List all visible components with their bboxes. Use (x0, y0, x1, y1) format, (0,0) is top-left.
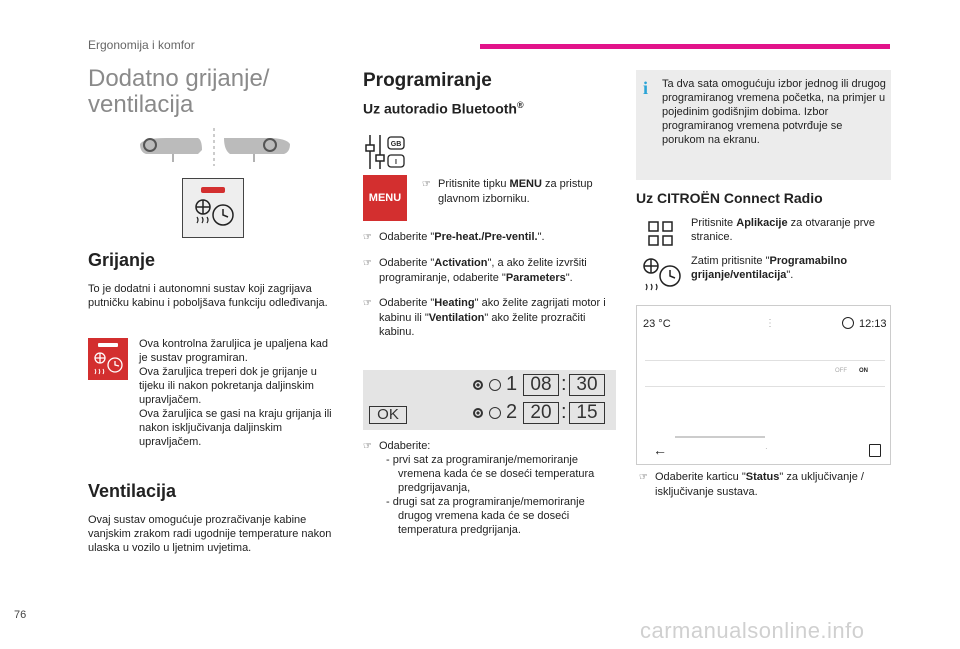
minute-field[interactable]: 30 (569, 374, 605, 396)
separator: · (765, 444, 768, 453)
sub-second-clock: - drugi sat za programiranje/memoriranje drugog vremena kada će se doseći temperatura predgrijanja. (386, 496, 585, 536)
ventilation-description: Ovaj sustav omogućuje prozračivanje kabine vanjskim zrakom radi ugodnije temperature nakon ulaska u vozilo u ljetnim uvjetima. (88, 514, 332, 554)
save-icon[interactable] (869, 444, 881, 457)
time-colon: : (561, 373, 567, 395)
lamp-description: Ova kontrolna žaruljica je upaljena kad je sustav programiran. Ova žaruljica treperi dok je grijanje u tijeku ili nakon pokretanja daljinskim upravljačem. Ova žaruljica se gasi na kraju grijanja ili nakon isključivanja daljinskim upravljačem. (139, 338, 332, 448)
radio-icon[interactable] (473, 408, 483, 418)
accent-bar (480, 44, 890, 49)
slot-number: 1 (506, 373, 518, 395)
minute-field[interactable]: 15 (569, 402, 605, 424)
clock-icon (489, 379, 501, 391)
hour-field[interactable]: 08 (523, 374, 559, 396)
apps-grid-icon (647, 220, 675, 248)
menu-button[interactable]: MENU (363, 175, 407, 221)
step-heating: ☞ Odaberite "Heating" ako želite zagrijati motor i kabinu ili "Ventilation" ako želite prozračiti kabinu. (363, 296, 616, 339)
heading-ventilation: Ventilacija (88, 481, 177, 501)
fan-clock-icon (193, 197, 235, 233)
step-programmable: Zatim pritisnite "Programabilno grijanje/ventilacija". (691, 255, 848, 281)
i-label: I (395, 159, 397, 166)
page-number: 76 (14, 609, 27, 621)
screen-temperature: 23 °C (643, 318, 671, 330)
heater-button-icon (182, 178, 244, 238)
watermark: carmanualsonline.info (640, 618, 865, 643)
divider (645, 360, 885, 361)
ok-button[interactable]: OK (369, 406, 407, 424)
toggle-off[interactable]: OFF (835, 368, 847, 374)
divider (645, 386, 885, 387)
subheading-autoradio: Uz autoradio Bluetooth® (363, 100, 524, 117)
toggle-on[interactable]: ON (859, 368, 868, 374)
step-status: ☞ Odaberite karticu "Status" za uključivanje / isključivanje sustava. (639, 470, 889, 499)
radio-icon[interactable] (473, 380, 483, 390)
tab-underline (675, 436, 765, 438)
fan-clock-icon (642, 256, 682, 292)
step-preheat: ☞ Odaberite "Pre-heat./Pre-ventil.". (363, 230, 616, 245)
screen-time: 12:13 (859, 318, 887, 330)
heating-description: To je dodatni i autonomni sustav koji zagrijava putničku kabinu i poboljšava funkciju odleđivanja. (88, 283, 328, 309)
page-title: Dodatno grijanje/ ventilacija (88, 65, 270, 118)
car-seats-illustration (136, 128, 296, 168)
settings-gear-icon[interactable] (842, 317, 854, 329)
section-label: Ergonomija i komfor (88, 38, 195, 52)
timer-panel (363, 370, 616, 430)
heading-connect-radio: Uz CITROËN Connect Radio (636, 190, 823, 206)
step-select: ☞ Odaberite: (363, 439, 616, 454)
separator: ⋮ (765, 318, 775, 329)
settings-sliders-icon (364, 133, 408, 171)
hour-field[interactable]: 20 (523, 402, 559, 424)
slot-number: 2 (506, 401, 518, 423)
info-box (636, 70, 891, 180)
clock-icon (489, 407, 501, 419)
step-menu: ☞ Pritisnite tipku MENU za pristup glavnom izborniku. (422, 177, 616, 206)
back-arrow-icon[interactable]: ← (653, 442, 667, 458)
step-activation: ☞ Odaberite "Activation", a ako želite izvršiti programiranje, odaberite "Parameters". (363, 256, 616, 285)
gb-label: GB (390, 141, 402, 148)
info-text: Ta dva sata omogućuju izbor jednog ili drugog programiranog vremena početka, na primjer u pojedinim godišnjim dobima. Izbor programiranog vremena potvrđuje se porukom na ekranu. (662, 78, 886, 146)
warning-lamp-icon (88, 338, 128, 380)
step-apps: Pritisnite Aplikacije za otvaranje prve stranice. (691, 217, 876, 243)
heading-heating: Grijanje (88, 250, 156, 270)
sub-first-clock: - prvi sat za programiranje/memoriranje vremena kada će se doseći temperatura predgrijavanja, (386, 454, 595, 494)
heading-programming: Programiranje (363, 70, 492, 91)
time-colon: : (561, 401, 567, 423)
touchscreen (636, 305, 891, 465)
info-icon: i (643, 78, 649, 98)
